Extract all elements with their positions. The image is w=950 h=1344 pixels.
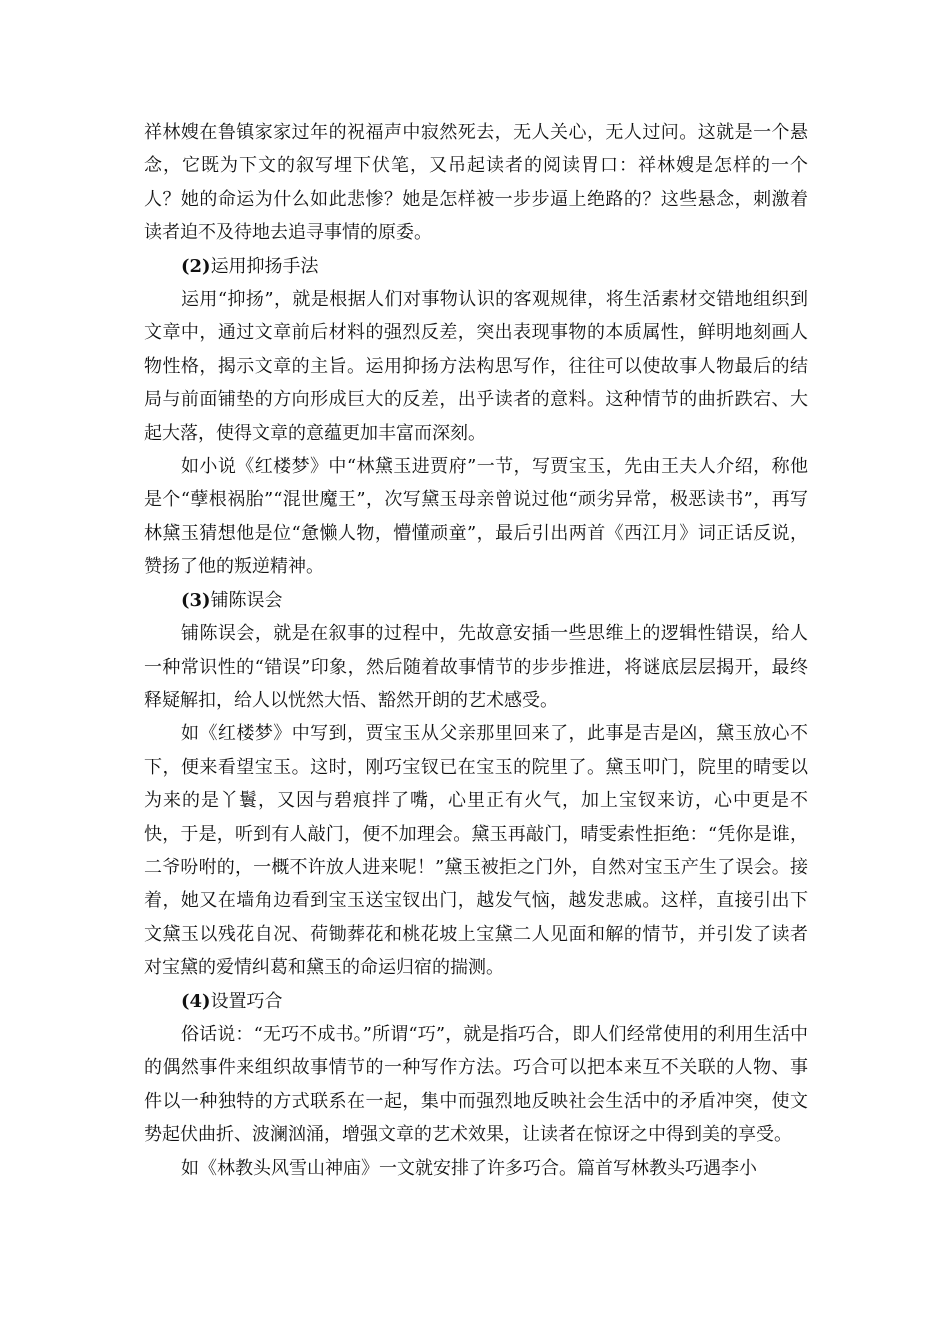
paragraph-wuhui-example: 如《红楼梦》中写到，贾宝玉从父亲那里回来了，此事是吉是凶，黛玉放心不下，便来看望宝玉。这时，刚巧宝钗已在宝玉的院里了。黛玉叩门，院里的晴雯以为来的是丫鬟，又因与碧痕拌了嘴，心里正有火气，加上宝钗来访，心中更是不快，于是，听到有人敲门，便不加理会。黛玉再敲门，晴雯索性拒绝：“凭你是谁，二爷吩咐的，一概不许放人进来呢！”黛玉被拒之门外，自然对宝玉产生了误会。接着，她又在墙角边看到宝玉送宝钗出门，越发气恼，越发悲戚。这样，直接引出下文黛玉以残花自况、荷锄葬花和桃花坡上宝黛二人见面和解的情节，并引发了读者对宝黛的爱情纠葛和黛玉的命运归宿的揣测。: [144, 723, 808, 979]
paragraph-yiyang-example: 如小说《红楼梦》中“林黛玉进贾府”一节，写贾宝玉，先由王夫人介绍，称他是个“孽根祸胎”“混世魔王”，次写黛玉母亲曾说过他“顽劣异常，极恶读书”，再写林黛玉猜想他是位“惫懒人物，懵懂顽童”，最后引出两首《西江月》词正话反说，赞扬了他的叛逆精神。: [144, 456, 808, 578]
section-number: (4): [181, 990, 211, 1012]
paragraph-yiyang-definition: 运用“抑扬”，就是根据人们对事物认识的客观规律，将生活素材交错地组织到文章中，通过文章前后材料的强烈反差，突出表现事物的本质属性，鲜明地刻画人物性格，揭示文章的主旨。运用抑扬方法构思写作，往往可以使故事人物最后的结局与前面铺垫的方向形成巨大的反差，出乎读者的意料。这种情节的曲折跌宕、大起大落，使得文章的意蕴更加丰富而深刻。: [144, 289, 808, 444]
section-title: 运用抑扬手法: [210, 255, 319, 277]
section-number: (2): [181, 255, 211, 277]
section-number: (3): [181, 589, 211, 611]
section-title: 铺陈误会: [210, 589, 283, 611]
section-heading-4: [144, 985, 808, 1018]
section-heading-3: [144, 584, 808, 617]
document-body: [144, 116, 808, 1185]
paragraph-qiaohe-example: 如《林教头风雪山神庙》一文就安排了许多巧合。篇首写林教头巧遇李小: [181, 1157, 757, 1179]
paragraph-wuhui-definition: 铺陈误会，就是在叙事的过程中，先故意安插一些思维上的逻辑性错误，给人一种常识性的“错误”印象，然后随着故事情节的步步推进，将谜底层层揭开，最终释疑解扣，给人以恍然大悟、豁然开朗的艺术感受。: [144, 623, 808, 711]
paragraph-qiaohe-definition: 俗话说：“无巧不成书。”所谓“巧”，就是指巧合，即人们经常使用的利用生活中的偶然事件来组织故事情节的一种写作方法。巧合可以把本来互不关联的人物、事件以一种独特的方式联系在一起，集中而强烈地反映社会生活中的矛盾冲突，使文势起伏曲折、波澜汹涌，增强文章的艺术效果，让读者在惊讶之中得到美的享受。: [144, 1023, 808, 1146]
section-title: 设置巧合: [210, 990, 283, 1012]
section-heading-2: [144, 250, 808, 283]
paragraph-xiangsao-suspense: 祥林嫂在鲁镇家家过年的祝福声中寂然死去，无人关心，无人过问。这就是一个悬念，它既为下文的叙写埋下伏笔，又吊起读者的阅读胃口：祥林嫂是怎样的一个人？她的命运为什么如此悲惨？她是怎样被一步步逼上绝路的？这些悬念，刺激着读者迫不及待地去追寻事情的原委。: [144, 122, 808, 244]
